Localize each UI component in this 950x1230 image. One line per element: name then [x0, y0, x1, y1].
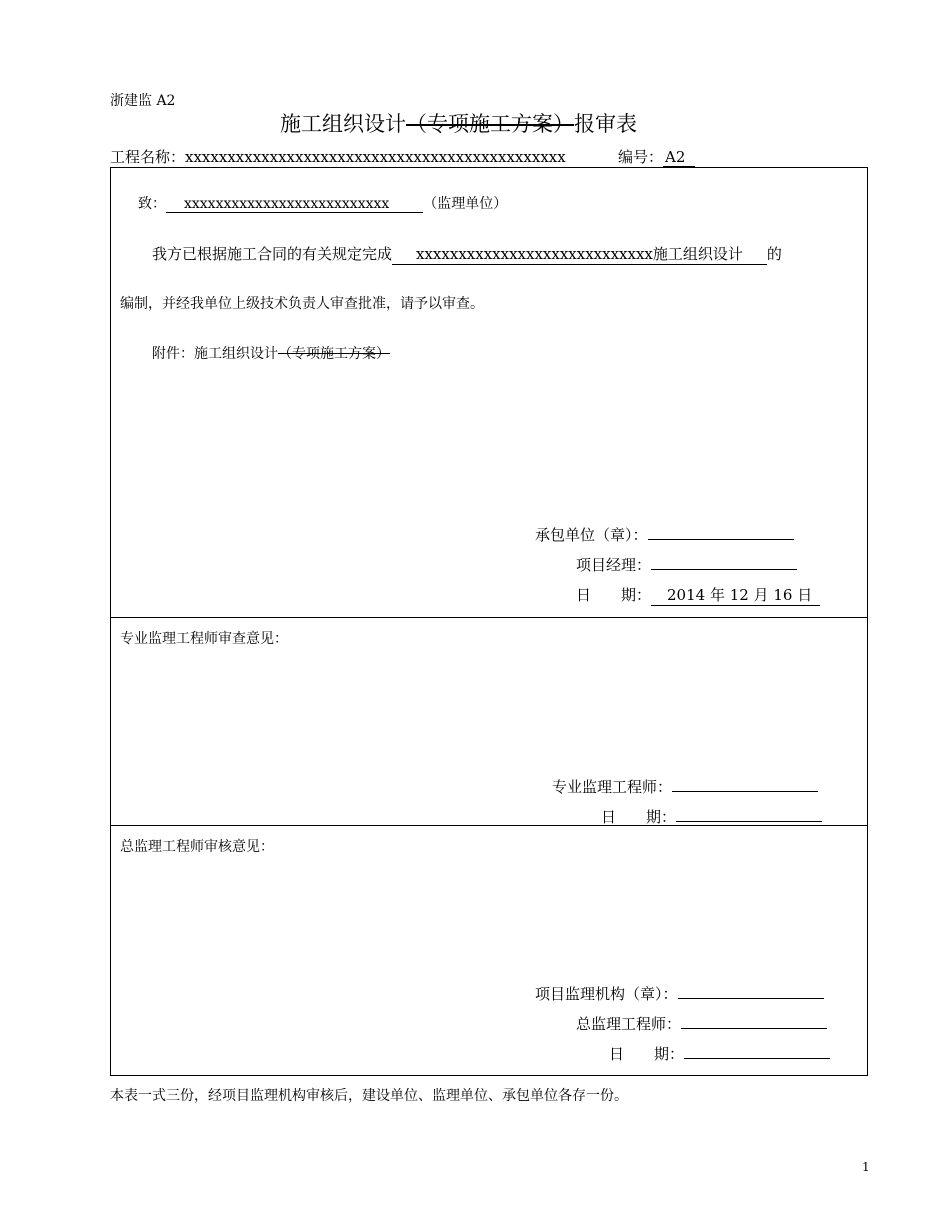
engineer-label: 专业监理工程师：	[552, 778, 673, 796]
attachment-struck: （专项施工方案）	[278, 346, 390, 362]
chief-review-heading: 总监理工程师审核意见：	[120, 839, 274, 855]
to-row	[138, 193, 507, 213]
form-number-row	[618, 146, 695, 167]
number-value[interactable]: A2	[663, 148, 695, 167]
form-code: 浙建监 A2	[110, 93, 176, 109]
project-name-row	[110, 146, 566, 167]
title-struck: （专项施工方案）	[406, 112, 574, 136]
project-label: 工程名称：	[110, 148, 186, 166]
chief-date-label: 日 期：	[609, 1045, 685, 1063]
chief-date-row	[609, 1043, 830, 1064]
title-suffix: 报审表	[574, 112, 637, 136]
number-label: 编号：	[618, 148, 664, 166]
to-suffix: （监理单位）	[423, 196, 508, 212]
page-title	[280, 108, 637, 138]
engineer-review-heading: 专业监理工程师审查意见：	[120, 631, 288, 647]
supervisor-unit-value[interactable]: xxxxxxxxxxxxxxxxxxxxxxxxxx	[166, 196, 423, 213]
chief-label: 总监理工程师：	[576, 1015, 682, 1033]
statement-prefix: 我方已根据施工合同的有关规定完成	[152, 245, 393, 263]
date-row	[576, 584, 820, 606]
contractor-signature-field[interactable]	[648, 524, 794, 540]
chief-signature-field[interactable]	[681, 1013, 827, 1029]
agency-seal-field[interactable]	[678, 983, 824, 999]
statement-line1	[152, 243, 782, 265]
footer-note: 本表一式三份，经项目监理机构审核后，建设单位、监理单位、承包单位各存一份。	[110, 1088, 628, 1104]
attachment-label: 附件：施工组织设计	[152, 346, 278, 362]
engineer-date-row	[601, 806, 822, 827]
title-prefix: 施工组织设计	[280, 112, 406, 136]
date-value[interactable]: 2014 年 12 月 16 日	[651, 584, 820, 606]
section-divider	[110, 617, 867, 618]
design-type-value: 施工组织设计	[652, 245, 743, 263]
engineer-row	[552, 776, 818, 797]
to-label: 致：	[138, 196, 166, 212]
statement-line2: 编制，并经我单位上级技术负责人审查批准，请予以审查。	[120, 296, 484, 312]
project-value[interactable]: xxxxxxxxxxxxxxxxxxxxxxxxxxxxxxxxxxxxxxxxxxxxx	[185, 148, 566, 166]
design-name-value: xxxxxxxxxxxxxxxxxxxxxxxxxxxx	[416, 245, 653, 263]
contractor-row	[535, 524, 794, 545]
statement-suffix: 的	[766, 245, 782, 263]
engineer-date-label: 日 期：	[601, 808, 677, 826]
chief-date-field[interactable]	[684, 1043, 830, 1059]
contractor-label: 承包单位（章）：	[535, 526, 648, 544]
date-label: 日 期：	[576, 586, 652, 604]
design-name-field[interactable]	[392, 243, 767, 265]
engineer-signature-field[interactable]	[672, 776, 818, 792]
engineer-date-field[interactable]	[676, 806, 822, 822]
agency-row	[535, 983, 824, 1004]
page-number: 1	[862, 1160, 870, 1174]
manager-label: 项目经理：	[576, 556, 652, 574]
manager-row	[576, 554, 797, 575]
manager-signature-field[interactable]	[651, 554, 797, 570]
agency-label: 项目监理机构（章）：	[535, 985, 678, 1003]
attachment-row	[152, 343, 390, 363]
chief-row	[576, 1013, 827, 1034]
